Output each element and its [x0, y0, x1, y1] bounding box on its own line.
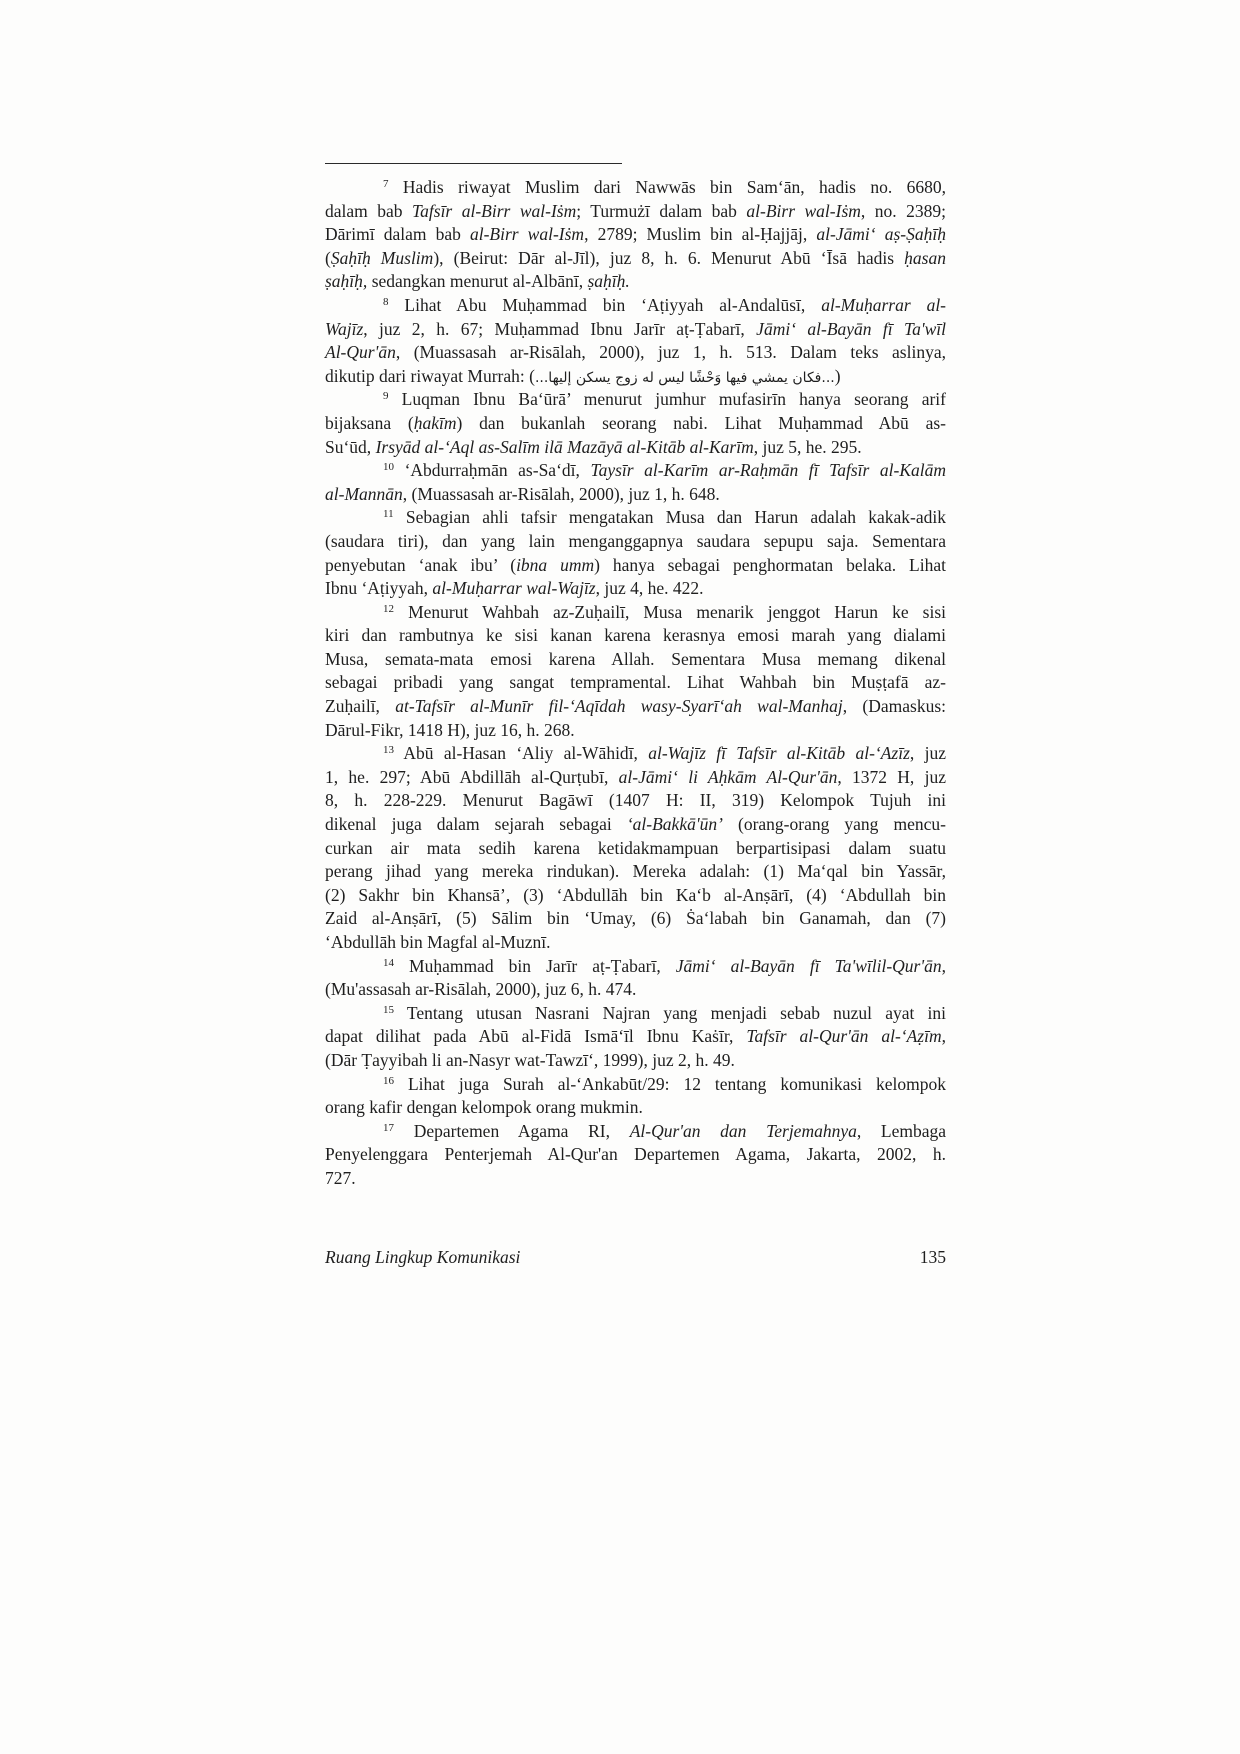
footnote-number: 9 [383, 390, 389, 403]
italic-citation: al-Birr wal-Iṡm [469, 224, 585, 245]
text-run: dikenal juga dalam sejarah sebagai [325, 814, 627, 835]
footnote-line [325, 436, 946, 460]
text-run: Musa, semata-mata emosi karena Allah. Sementara Musa memang dikenal [325, 648, 946, 669]
text-run: ‘Abdullāh bin Magfal al-Muznī. [325, 932, 551, 952]
text-run: kiri dan rambutnya ke sisi kanan karena kerasnya emosi marah yang dialami [325, 625, 946, 646]
italic-citation: ṣaḥīḥ. [587, 271, 630, 292]
footnote-line [325, 341, 946, 365]
text-run: ‘Abdurraḥmān as-Sa‘dī, [404, 460, 591, 481]
footnote-7 [325, 176, 946, 294]
text-run: Lihat Abu Muḥammad bin ‘Aṭiyyah al-Andalūsī, [404, 294, 822, 315]
footnote-15 [325, 1002, 946, 1073]
italic-citation: Irsyād al-‘Aql as-Salīm ilā Mazāyā al-Kitāb al-Karīm [375, 436, 754, 457]
footnote-number: 11 [383, 508, 394, 521]
footnote-number: 10 [383, 461, 394, 474]
text-run: dikutip dari riwayat Murrah: ( [325, 365, 535, 386]
text-run: , (Muassasah ar-Risālah, 2000), juz 1, h. 513. Dalam teks aslinya, [395, 342, 946, 363]
text-run: (Mu'assasah ar-Risālah, 2000), juz 6, h. 474. [325, 979, 637, 1000]
text-run: ) dan bukanlah seorang nabi. Lihat Muḥammad Abū as- [456, 412, 946, 433]
text-run: Dārimī dalam bab [325, 224, 470, 245]
footnote-line [325, 483, 946, 507]
footnote-number: 17 [383, 1121, 394, 1134]
italic-citation: al-Birr wal-Iṡm [746, 200, 861, 221]
footnote-line [325, 837, 946, 861]
italic-citation: Al-Qur'ān [325, 342, 396, 363]
footnote-number: 12 [383, 602, 394, 615]
text-run: orang kafir dengan kelompok orang mukmin. [325, 1097, 643, 1118]
footnote-line [325, 1025, 946, 1049]
text-run: ) hanya sebagai penghormatan belaka. Lihat [594, 554, 946, 575]
footnote-line [325, 955, 946, 979]
italic-citation: al-Muḥarrar wal-Wajīz [432, 578, 596, 599]
footnote-line [325, 247, 946, 271]
italic-citation: ḥakīm [413, 412, 457, 433]
footnote-11 [325, 506, 946, 600]
footnote-line [325, 1143, 946, 1167]
text-run: (2) Sakhr bin Khansā’, (3) ‘Abdullāh bin Ka‘b al-Anṣārī, (4) ‘Abdullah bin [325, 884, 946, 905]
footnote-16 [325, 1073, 946, 1120]
text-run: , [941, 1026, 946, 1047]
italic-citation: Wajīz [325, 318, 364, 339]
footnote-line [325, 388, 946, 412]
footnote-line [325, 860, 946, 884]
text-run: dapat dilihat pada Abū al-Fidā Ismā‘īl Ibnu Kaṡīr, [325, 1026, 747, 1047]
italic-citation: Taysīr al-Karīm ar-Raḥmān fī Tafsīr al-Kalām [590, 460, 946, 481]
footnote-number: 14 [383, 956, 394, 969]
footnote-line [325, 459, 946, 483]
text-run: , [941, 955, 946, 976]
text-run: Luqman Ibnu Ba‘ūrā’ menurut jumhur mufasirīn hanya seorang arif [401, 389, 946, 410]
footnote-line [325, 270, 946, 294]
footnote-line [325, 577, 946, 601]
italic-citation: Al-Qur'an dan Terjemahnya [629, 1120, 857, 1141]
text-run: (saudara tiri), dan yang lain menganggapnya saudara sepupu saja. Sementara [325, 530, 946, 551]
text-run: Muḥammad bin Jarīr aṭ-Ṭabarī, [409, 955, 676, 976]
text-run: ) [834, 365, 841, 386]
text-run: ; Turmużī dalam bab [576, 200, 747, 221]
footnote-12 [325, 601, 946, 743]
footnote-line [325, 695, 946, 719]
text-run: Sebagian ahli tafsir mengatakan Musa dan Harun adalah kakak-adik [405, 507, 946, 528]
footnote-line [325, 719, 946, 743]
footnote-line [325, 223, 946, 247]
text-run: Ibnu ‘Aṭiyyah, [325, 578, 433, 599]
arabic-quote: ...فكان يمشي فيها وَحْشًا ليس له زوج يسكن إليها... [534, 369, 835, 386]
italic-citation: ḥasan [904, 247, 946, 268]
italic-citation: al-Jāmi‘ aṣ-Ṣaḥīḥ [816, 224, 946, 245]
text-run: Zuḥailī, [325, 696, 396, 717]
footnote-number: 13 [383, 744, 394, 757]
text-run: , 1372 H, juz [837, 766, 946, 787]
text-run: , no. 2389; [860, 200, 946, 221]
text-run: , (Muassasah ar-Risālah, 2000), juz 1, h. 648. [402, 483, 720, 504]
text-run: Dārul-Fikr, 1418 H), juz 16, h. 268. [325, 719, 575, 740]
footnote-line [325, 624, 946, 648]
footnote-line [325, 742, 946, 766]
text-run: sebagai pribadi yang sangat tempramental. Lihat Wahbah bin Muṣṭafā az- [325, 672, 946, 693]
italic-citation: Jāmi‘ al-Bayān fī Ta'wīlil-Qur'ān [675, 955, 942, 976]
text-run: Menurut Wahbah az-Zuḥailī, Musa menarik jenggot Harun ke sisi [408, 601, 946, 622]
footnote-line [325, 200, 946, 224]
footnote-line [325, 1120, 946, 1144]
footnote-separator [325, 163, 622, 164]
italic-citation: al-Wajīz fī Tafsīr al-Kitāb al-‘Azīz [648, 743, 910, 764]
footnote-number: 7 [383, 178, 389, 190]
text-run: , juz 4, he. 422. [595, 578, 704, 599]
text-run: , juz 2, h. 67; Muḥammad Ibnu Jarīr aṭ-Ṭabarī, [363, 318, 757, 339]
italic-citation: Tafsīr al-Birr wal-Iṡm [412, 200, 577, 221]
italic-citation: ‘al-Bakkā'ūn’ [626, 814, 723, 835]
footnote-line [325, 931, 946, 955]
footnote-line [325, 554, 946, 578]
italic-citation: Jāmi‘ al-Bayān fī Ta'wīl [756, 318, 947, 339]
footnote-line [325, 1096, 946, 1120]
text-run: penyebutan ‘anak ibu’ ( [325, 554, 517, 575]
footnote-line [325, 506, 946, 530]
footnote-line [325, 530, 946, 554]
text-run: Tentang utusan Nasrani Najran yang menjadi sebab nuzul ayat ini [406, 1002, 946, 1023]
text-run: Hadis riwayat Muslim dari Nawwās bin Sam‘ān, hadis no. 6680, [402, 177, 947, 197]
footnote-line [325, 1049, 946, 1073]
text-run: Su‘ūd, [325, 436, 376, 457]
footnote-line [325, 1002, 946, 1026]
text-run: 1, he. 297; Abū Abdillāh al-Qurṭubī, [325, 766, 619, 787]
page-number: 135 [919, 1247, 946, 1267]
text-run: Departemen Agama RI, [413, 1120, 630, 1141]
text-run: sedangkan menurut al-Albānī, [367, 271, 588, 292]
italic-citation: Tafsīr al-Qur'ān al-‘Aẓīm [746, 1026, 942, 1047]
footnote-10 [325, 459, 946, 506]
footnote-number: 15 [383, 1003, 394, 1016]
italic-citation: al-Muḥarrar al- [821, 294, 947, 315]
italic-citation: al-Jāmi‘ li Aḥkām Al-Qur'ān [618, 766, 838, 787]
text-run: , (Damaskus: [842, 696, 946, 717]
text-run: Abū al-Hasan ‘Aliy al-Wāhidī, [403, 743, 649, 764]
footnote-line [325, 766, 946, 790]
text-run: dalam bab [325, 200, 413, 221]
footnote-line [325, 1073, 946, 1097]
footnote-line [325, 294, 946, 318]
footnote-line [325, 789, 946, 813]
text-run: bijaksana ( [325, 412, 414, 433]
text-run: 8, h. 228-229. Menurut Bagāwī (1407 H: II, 319) Kelompok Tujuh ini [325, 790, 946, 811]
footnote-line [325, 907, 946, 931]
text-run: ), (Beirut: Dār al-Jīl), juz 8, h. 6. Menurut Abū ‘Īsā hadis [433, 247, 905, 268]
footnote-17 [325, 1120, 946, 1191]
footnote-line [325, 601, 946, 625]
text-run: , juz [909, 743, 946, 764]
footnote-14 [325, 955, 946, 1002]
text-run: ( [325, 247, 331, 268]
text-run: Lihat juga Surah al-‘Ankabūt/29: 12 tentang komunikasi kelompok [407, 1073, 946, 1094]
footnote-9 [325, 388, 946, 459]
italic-citation: ibna umm [516, 554, 595, 575]
footnote-number: 16 [383, 1074, 394, 1087]
text-run: 727. [325, 1167, 356, 1188]
italic-citation: at-Tafsīr al-Munīr fil-‘Aqīdah wasy-Syarī‘ah wal-Manhaj [395, 696, 843, 717]
text-run: Zaid al-Anṣārī, (5) Sālim bin ‘Umay, (6) Ṡa‘labah bin Ganamah, dan (7) [325, 908, 946, 929]
text-run: Penyelenggara Penterjemah Al-Qur'an Departemen Agama, Jakarta, 2002, h. [325, 1144, 946, 1165]
footnote-line [325, 978, 946, 1002]
footnote-line [325, 884, 946, 908]
footnote-line [325, 813, 946, 837]
italic-citation: al-Mannān [325, 483, 403, 504]
footnote-13 [325, 742, 946, 954]
footnote-line [325, 176, 946, 200]
text-run: , juz 5, he. 295. [753, 436, 862, 457]
italic-citation: ṣaḥīḥ, [325, 271, 368, 292]
footnote-line [325, 1167, 946, 1191]
text-run: (orang-orang yang mencu- [722, 814, 946, 835]
text-run: , 2789; Muslim bin al-Ḥajjāj, [584, 224, 817, 245]
footnote-line [325, 365, 946, 389]
text-run: (Dār Ṭayyibah li an-Nasyr wat-Tawzī‘, 1999), juz 2, h. 49. [325, 1049, 735, 1070]
italic-citation: Ṣaḥīḥ Muslim [330, 247, 434, 268]
footnote-8 [325, 294, 946, 388]
footnote-line [325, 318, 946, 342]
footnote-number: 8 [383, 295, 389, 308]
running-title: Ruang Lingkup Komunikasi [325, 1247, 521, 1267]
text-run: , Lembaga [856, 1120, 947, 1141]
page-footer [325, 1245, 946, 1269]
text-run: perang jihad yang mereka rindukan). Mereka adalah: (1) Ma‘qal bin Yassār, [325, 861, 946, 882]
footnote-line [325, 412, 946, 436]
footnote-line [325, 648, 946, 672]
footnotes [325, 176, 946, 1191]
footnote-line [325, 671, 946, 695]
text-run: curkan air mata sedih karena ketidakmampuan berpartisipasi dalam suatu [325, 837, 946, 858]
